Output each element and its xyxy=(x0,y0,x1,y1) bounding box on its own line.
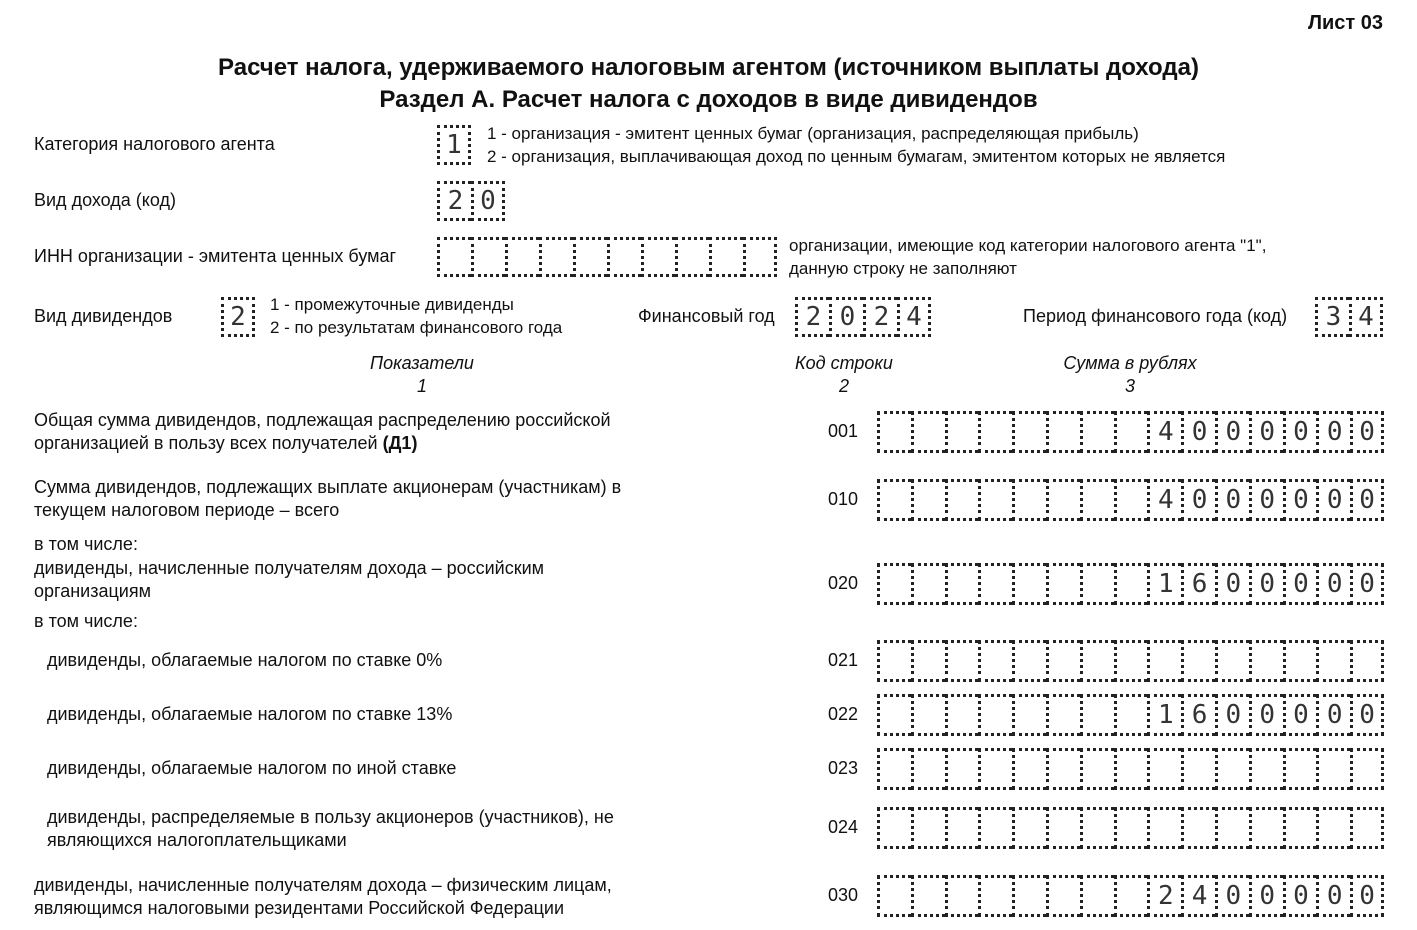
amount-digit-cell[interactable] xyxy=(877,694,911,736)
row-label-line1: дивиденды, начисленные получателям дохода – российским xyxy=(34,558,545,578)
amount-digit-cell[interactable] xyxy=(945,563,979,605)
amount-digit-cell[interactable] xyxy=(1080,411,1114,453)
amount-digit-cell[interactable] xyxy=(877,563,911,605)
amount-digit-cell[interactable] xyxy=(1046,479,1080,521)
row-label-021 xyxy=(47,649,747,672)
row-code: 020 xyxy=(827,573,859,593)
amount-digit-cell[interactable]: 6 xyxy=(1181,563,1215,605)
amount-digit-cell[interactable] xyxy=(1114,694,1148,736)
amount-digit-cell[interactable] xyxy=(1046,411,1080,453)
digit-cell[interactable] xyxy=(539,237,573,277)
amount-digit-cell[interactable] xyxy=(877,748,911,790)
income-type-label: Вид дохода (код) xyxy=(34,190,176,210)
amount-digit-cell[interactable] xyxy=(1316,748,1350,790)
amount-digit-cell[interactable] xyxy=(1046,563,1080,605)
amount-digit-cell[interactable] xyxy=(1080,875,1114,917)
amount-digit-cell[interactable]: 0 xyxy=(1249,694,1283,736)
amount-digit-cell[interactable] xyxy=(877,411,911,453)
amount-digit-cell[interactable] xyxy=(1215,640,1249,682)
amount-digit-cell[interactable]: 0 xyxy=(1350,563,1384,605)
amount-digit-cell[interactable] xyxy=(1316,807,1350,849)
fiscal-period-label: Период финансового года (код) xyxy=(1023,306,1288,326)
amount-field-010[interactable] xyxy=(877,479,1384,519)
row-code: 022 xyxy=(827,704,859,724)
amount-digit-cell[interactable]: 4 xyxy=(1147,479,1181,521)
row-label-line2 xyxy=(34,432,734,455)
digit-cell[interactable]: 0 xyxy=(829,297,863,337)
amount-digit-cell[interactable] xyxy=(911,411,945,453)
dividend-type-note-1: 1 - промежуточные дивиденды xyxy=(270,295,514,314)
digit-cell[interactable] xyxy=(709,237,743,277)
amount-digit-cell[interactable]: 0 xyxy=(1316,563,1350,605)
amount-digit-cell[interactable] xyxy=(877,640,911,682)
amount-digit-cell[interactable] xyxy=(1114,411,1148,453)
amount-digit-cell[interactable] xyxy=(1114,807,1148,849)
amount-digit-cell[interactable] xyxy=(1249,748,1283,790)
issuer-inn-note-2: данную строку не заполняют xyxy=(789,259,1017,278)
amount-field-024[interactable] xyxy=(877,807,1384,847)
amount-digit-cell[interactable] xyxy=(978,411,1012,453)
digit-cell[interactable]: 3 xyxy=(1315,297,1349,337)
amount-digit-cell[interactable] xyxy=(978,479,1012,521)
amount-digit-cell[interactable]: 0 xyxy=(1283,411,1317,453)
row-label-line1: дивиденды, облагаемые налогом по иной ставке xyxy=(47,758,457,778)
amount-digit-cell[interactable] xyxy=(978,694,1012,736)
amount-digit-cell[interactable] xyxy=(877,807,911,849)
amount-digit-cell[interactable] xyxy=(1114,748,1148,790)
column-header-amount-num: 3 xyxy=(1124,376,1135,396)
digit-cell[interactable]: 0 xyxy=(471,181,505,221)
column-header-code xyxy=(764,352,924,398)
row-label-line2-text: текущем налоговом периоде – всего xyxy=(34,500,340,520)
amount-digit-cell[interactable] xyxy=(945,479,979,521)
amount-field-023[interactable] xyxy=(877,748,1384,788)
amount-digit-cell[interactable]: 0 xyxy=(1316,875,1350,917)
amount-digit-cell[interactable] xyxy=(1114,875,1148,917)
row-code: 021 xyxy=(827,650,859,670)
amount-digit-cell[interactable] xyxy=(945,694,979,736)
digit-cell[interactable] xyxy=(573,237,607,277)
amount-digit-cell[interactable]: 0 xyxy=(1181,411,1215,453)
amount-digit-cell[interactable] xyxy=(1012,640,1046,682)
amount-digit-cell[interactable]: 4 xyxy=(1147,411,1181,453)
digit-cell[interactable]: 4 xyxy=(1349,297,1383,337)
row-label-line2 xyxy=(34,897,734,920)
amount-digit-cell[interactable] xyxy=(1147,640,1181,682)
amount-digit-cell[interactable] xyxy=(1080,694,1114,736)
row-label-bold-marker: (Д1) xyxy=(382,433,418,453)
row-label-line2 xyxy=(34,580,734,603)
amount-digit-cell[interactable] xyxy=(1249,807,1283,849)
amount-digit-cell[interactable] xyxy=(1046,694,1080,736)
amount-digit-cell[interactable] xyxy=(978,640,1012,682)
row-code: 001 xyxy=(827,421,859,441)
amount-digit-cell[interactable] xyxy=(1350,807,1384,849)
amount-digit-cell[interactable] xyxy=(1114,640,1148,682)
digit-cell[interactable] xyxy=(505,237,539,277)
amount-digit-cell[interactable] xyxy=(1080,640,1114,682)
amount-digit-cell[interactable] xyxy=(1046,807,1080,849)
amount-digit-cell[interactable] xyxy=(911,875,945,917)
amount-digit-cell[interactable] xyxy=(1316,640,1350,682)
amount-digit-cell[interactable] xyxy=(1350,640,1384,682)
amount-digit-cell[interactable]: 1 xyxy=(1147,563,1181,605)
digit-cell[interactable]: 2 xyxy=(221,297,255,337)
row-label-020 xyxy=(34,557,734,603)
dividend-type-note-2: 2 - по результатам финансового года xyxy=(270,318,563,337)
including-label-2: в том числе: xyxy=(34,611,138,631)
amount-digit-cell[interactable] xyxy=(1080,748,1114,790)
digit-cell[interactable]: 4 xyxy=(897,297,931,337)
amount-digit-cell[interactable] xyxy=(911,479,945,521)
column-header-code-title: Код строки xyxy=(795,353,893,373)
row-label-line1: Сумма дивидендов, подлежащих выплате акционерам (участникам) в xyxy=(34,477,622,497)
amount-digit-cell[interactable] xyxy=(1012,748,1046,790)
amount-digit-cell[interactable] xyxy=(877,479,911,521)
amount-field-020[interactable] xyxy=(877,563,1384,603)
amount-digit-cell[interactable] xyxy=(945,411,979,453)
amount-digit-cell[interactable]: 0 xyxy=(1215,694,1249,736)
row-label-line1: дивиденды, начисленные получателям дохода – физическим лицам, xyxy=(34,875,612,895)
amount-digit-cell[interactable] xyxy=(978,807,1012,849)
including-label-1: в том числе: xyxy=(34,534,138,554)
amount-digit-cell[interactable]: 0 xyxy=(1215,479,1249,521)
amount-digit-cell[interactable] xyxy=(877,875,911,917)
amount-digit-cell[interactable] xyxy=(945,807,979,849)
amount-digit-cell[interactable] xyxy=(1080,479,1114,521)
amount-field-022[interactable] xyxy=(877,694,1384,734)
row-label-line1: дивиденды, облагаемые налогом по ставке 0% xyxy=(47,650,443,670)
digit-cell[interactable] xyxy=(437,237,471,277)
amount-digit-cell[interactable]: 4 xyxy=(1181,875,1215,917)
row-code: 024 xyxy=(827,817,859,837)
digit-cell[interactable]: 1 xyxy=(437,125,471,165)
row-label-line1: дивиденды, облагаемые налогом по ставке 13% xyxy=(47,704,453,724)
row-label-line2-text: организацией в пользу всех получателей xyxy=(34,433,383,453)
amount-digit-cell[interactable] xyxy=(945,640,979,682)
amount-digit-cell[interactable]: 0 xyxy=(1215,563,1249,605)
amount-digit-cell[interactable] xyxy=(1181,748,1215,790)
row-label-010 xyxy=(34,476,734,522)
amount-digit-cell[interactable]: 2 xyxy=(1147,875,1181,917)
amount-digit-cell[interactable] xyxy=(1181,807,1215,849)
row-code: 030 xyxy=(827,885,859,905)
amount-digit-cell[interactable] xyxy=(1046,640,1080,682)
sheet-number: Лист 03 xyxy=(1307,12,1383,34)
dividend-type-field[interactable] xyxy=(221,297,255,337)
amount-digit-cell[interactable]: 0 xyxy=(1283,875,1317,917)
digit-cell[interactable] xyxy=(641,237,675,277)
dividend-type-label: Вид дивидендов xyxy=(34,306,173,326)
amount-digit-cell[interactable] xyxy=(1283,640,1317,682)
amount-digit-cell[interactable]: 0 xyxy=(1283,479,1317,521)
digit-cell[interactable] xyxy=(743,237,777,277)
amount-field-001[interactable] xyxy=(877,411,1384,451)
amount-digit-cell[interactable]: 0 xyxy=(1215,411,1249,453)
amount-digit-cell[interactable] xyxy=(1046,875,1080,917)
row-label-line2 xyxy=(34,499,734,522)
amount-digit-cell[interactable] xyxy=(1215,807,1249,849)
amount-digit-cell[interactable] xyxy=(1283,807,1317,849)
amount-digit-cell[interactable] xyxy=(1046,748,1080,790)
amount-digit-cell[interactable]: 0 xyxy=(1350,694,1384,736)
row-label-line2-text: являющимся налоговыми резидентами Российской Федерации xyxy=(34,898,565,918)
amount-digit-cell[interactable]: 6 xyxy=(1181,694,1215,736)
row-label-line1: дивиденды, распределяемые в пользу акционеров (участников), не xyxy=(47,807,614,827)
row-label-023 xyxy=(47,757,747,780)
digit-cell[interactable]: 2 xyxy=(795,297,829,337)
amount-digit-cell[interactable]: 0 xyxy=(1249,479,1283,521)
amount-digit-cell[interactable]: 0 xyxy=(1350,479,1384,521)
amount-digit-cell[interactable] xyxy=(1012,563,1046,605)
amount-digit-cell[interactable]: 0 xyxy=(1249,563,1283,605)
amount-digit-cell[interactable] xyxy=(1350,748,1384,790)
column-header-indicators-num: 1 xyxy=(416,376,427,396)
amount-digit-cell[interactable] xyxy=(1215,748,1249,790)
amount-digit-cell[interactable]: 0 xyxy=(1283,694,1317,736)
amount-digit-cell[interactable] xyxy=(911,748,945,790)
amount-digit-cell[interactable] xyxy=(911,563,945,605)
amount-field-021[interactable] xyxy=(877,640,1384,680)
amount-digit-cell[interactable] xyxy=(1147,807,1181,849)
row-label-024 xyxy=(47,806,747,852)
amount-digit-cell[interactable] xyxy=(1181,640,1215,682)
amount-digit-cell[interactable] xyxy=(978,875,1012,917)
amount-digit-cell[interactable]: 0 xyxy=(1350,411,1384,453)
amount-digit-cell[interactable] xyxy=(978,748,1012,790)
column-header-amount-title: Сумма в рублях xyxy=(1063,353,1197,373)
digit-cell[interactable] xyxy=(471,237,505,277)
amount-digit-cell[interactable]: 0 xyxy=(1350,875,1384,917)
issuer-inn-label: ИНН организации - эмитента ценных бумаг xyxy=(34,246,397,266)
row-code: 023 xyxy=(827,758,859,778)
row-label-line2-text: организациям xyxy=(34,581,151,601)
amount-digit-cell[interactable] xyxy=(1012,411,1046,453)
form-title: Расчет налога, удерживаемого налоговым агентом (источником выплаты дохода) xyxy=(218,54,1199,81)
issuer-inn-field[interactable] xyxy=(437,237,777,277)
income-type-field[interactable] xyxy=(437,181,505,221)
column-header-code-num: 2 xyxy=(838,376,849,396)
amount-digit-cell[interactable]: 0 xyxy=(1316,411,1350,453)
amount-digit-cell[interactable]: 1 xyxy=(1147,694,1181,736)
row-label-022 xyxy=(47,703,747,726)
amount-digit-cell[interactable] xyxy=(1012,807,1046,849)
amount-digit-cell[interactable]: 0 xyxy=(1316,479,1350,521)
section-title: Раздел А. Расчет налога с доходов в виде дивидендов xyxy=(379,86,1038,113)
amount-digit-cell[interactable] xyxy=(1012,875,1046,917)
column-header-indicators-title: Показатели xyxy=(370,353,474,373)
amount-digit-cell[interactable] xyxy=(945,875,979,917)
amount-digit-cell[interactable] xyxy=(1114,479,1148,521)
amount-digit-cell[interactable] xyxy=(1249,640,1283,682)
issuer-inn-note-1: организации, имеющие код категории налогового агента "1", xyxy=(789,236,1267,255)
amount-digit-cell[interactable] xyxy=(1147,748,1181,790)
amount-digit-cell[interactable] xyxy=(1114,563,1148,605)
amount-digit-cell[interactable]: 0 xyxy=(1249,875,1283,917)
fiscal-year-label: Финансовый год xyxy=(638,306,775,326)
digit-cell[interactable] xyxy=(675,237,709,277)
agent-category-note-2: 2 - организация, выплачивающая доход по ценным бумагам, эмитентом которых не является xyxy=(487,147,1226,166)
amount-digit-cell[interactable]: 0 xyxy=(1215,875,1249,917)
amount-digit-cell[interactable] xyxy=(1080,807,1114,849)
amount-digit-cell[interactable]: 0 xyxy=(1249,411,1283,453)
amount-digit-cell[interactable] xyxy=(911,694,945,736)
amount-digit-cell[interactable] xyxy=(1080,563,1114,605)
row-label-030 xyxy=(34,874,734,920)
column-header-indicators xyxy=(322,352,522,398)
amount-field-030[interactable] xyxy=(877,875,1384,915)
agent-category-field[interactable] xyxy=(437,125,471,165)
amount-digit-cell[interactable] xyxy=(911,640,945,682)
agent-category-note-1: 1 - организация - эмитент ценных бумаг (организация, распределяющая прибыль) xyxy=(487,124,1139,143)
amount-digit-cell[interactable] xyxy=(978,563,1012,605)
digit-cell[interactable] xyxy=(607,237,641,277)
row-label-line2 xyxy=(47,829,747,852)
amount-digit-cell[interactable]: 0 xyxy=(1181,479,1215,521)
fiscal-period-field[interactable] xyxy=(1315,297,1383,337)
column-header-amount xyxy=(1030,352,1230,398)
digit-cell[interactable]: 2 xyxy=(863,297,897,337)
amount-digit-cell[interactable] xyxy=(1012,479,1046,521)
amount-digit-cell[interactable]: 0 xyxy=(1316,694,1350,736)
fiscal-year-field[interactable] xyxy=(795,297,931,337)
row-label-line1: Общая сумма дивидендов, подлежащая распределению российской xyxy=(34,410,611,430)
row-code: 010 xyxy=(827,489,859,509)
digit-cell[interactable]: 2 xyxy=(437,181,471,221)
agent-category-label: Категория налогового агента xyxy=(34,134,275,154)
amount-digit-cell[interactable] xyxy=(1012,694,1046,736)
amount-digit-cell[interactable] xyxy=(945,748,979,790)
amount-digit-cell[interactable] xyxy=(1283,748,1317,790)
amount-digit-cell[interactable]: 0 xyxy=(1283,563,1317,605)
row-label-line2-text: являющихся налогоплательщиками xyxy=(47,830,347,850)
row-label-001 xyxy=(34,409,734,455)
amount-digit-cell[interactable] xyxy=(911,807,945,849)
